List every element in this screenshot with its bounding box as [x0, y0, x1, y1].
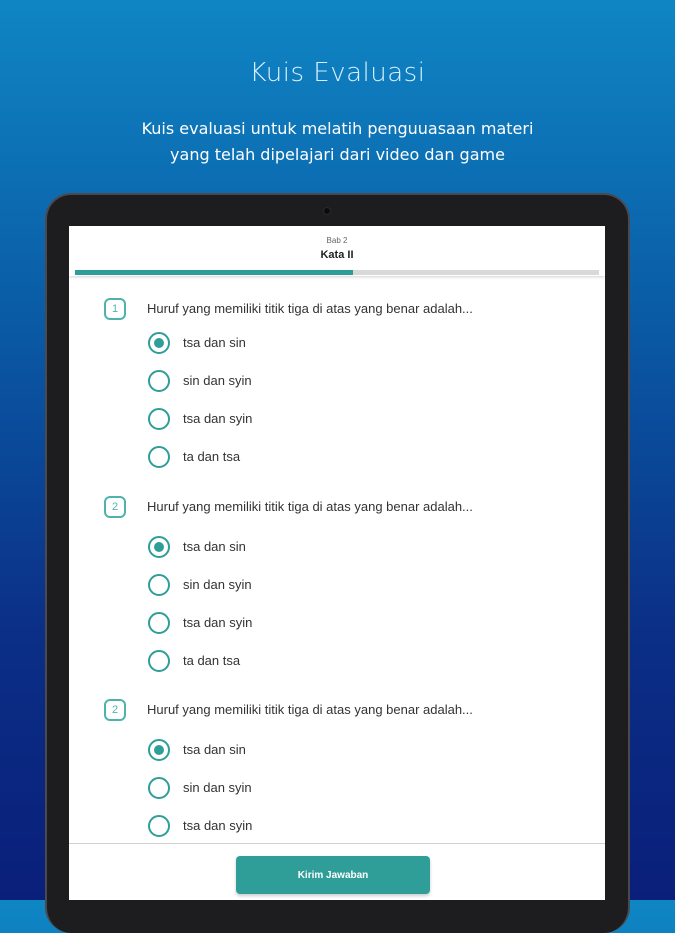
option-q1-c[interactable] — [148, 408, 448, 430]
page-title: Kata II — [320, 249, 354, 261]
option-label: tsa dan sin — [183, 539, 246, 554]
progress-bar — [75, 270, 599, 275]
radio-button[interactable] — [148, 777, 170, 799]
radio-button-checked[interactable] — [148, 332, 170, 354]
question-text: Huruf yang memiliki titik tiga di atas yang benar adalah... — [147, 499, 473, 514]
option-label: tsa dan syin — [183, 615, 253, 630]
chapter-label: Bab 2 — [326, 236, 348, 245]
footer-bar — [69, 843, 605, 900]
camera-icon — [324, 208, 330, 214]
option-label: ta dan tsa — [183, 449, 241, 464]
promo-subtitle — [0, 116, 675, 168]
progress-bar-fill — [75, 270, 353, 275]
option-label: tsa dan syin — [183, 818, 253, 833]
promo-title: Kuis Evaluasi — [249, 58, 426, 88]
option-label: tsa dan sin — [183, 335, 246, 350]
option-q1-d[interactable] — [148, 446, 448, 468]
radio-button-checked[interactable] — [148, 739, 170, 761]
radio-button[interactable] — [148, 574, 170, 596]
question-text: Huruf yang memiliki titik tiga di atas yang benar adalah... — [147, 301, 473, 316]
app-screen — [69, 226, 605, 900]
option-label: tsa dan syin — [183, 411, 253, 426]
option-q2-a[interactable] — [148, 536, 448, 558]
option-q1-a[interactable] — [148, 332, 448, 354]
radio-button[interactable] — [148, 370, 170, 392]
option-label: sin dan syin — [183, 577, 252, 592]
option-q2-d[interactable] — [148, 650, 448, 672]
option-q3-a[interactable] — [148, 739, 448, 761]
option-q2-c[interactable] — [148, 612, 448, 634]
radio-button[interactable] — [148, 408, 170, 430]
option-q2-b[interactable] — [148, 574, 448, 596]
promo-subtitle-line-1: Kuis evaluasi untuk melatih penguuasaan materi — [141, 119, 534, 138]
radio-button[interactable] — [148, 612, 170, 634]
option-q3-b[interactable] — [148, 777, 448, 799]
option-label: sin dan syin — [183, 373, 252, 388]
option-label: sin dan syin — [183, 780, 252, 795]
option-label: ta dan tsa — [183, 653, 241, 668]
app-header — [69, 226, 605, 276]
question-number-badge: 1 — [104, 298, 126, 320]
radio-button-checked[interactable] — [148, 536, 170, 558]
question-number-badge: 2 — [104, 699, 126, 721]
radio-button[interactable] — [148, 815, 170, 837]
promo-subtitle-line-2: yang telah dipelajari dari video dan game — [170, 145, 505, 164]
option-q1-b[interactable] — [148, 370, 448, 392]
question-number-badge: 2 — [104, 496, 126, 518]
question-text: Huruf yang memiliki titik tiga di atas yang benar adalah... — [147, 702, 473, 717]
option-label: tsa dan sin — [183, 742, 246, 757]
radio-button[interactable] — [148, 650, 170, 672]
radio-button[interactable] — [148, 446, 170, 468]
submit-answers-button[interactable]: Kirim Jawaban — [236, 856, 430, 894]
option-q3-c[interactable] — [148, 815, 448, 837]
